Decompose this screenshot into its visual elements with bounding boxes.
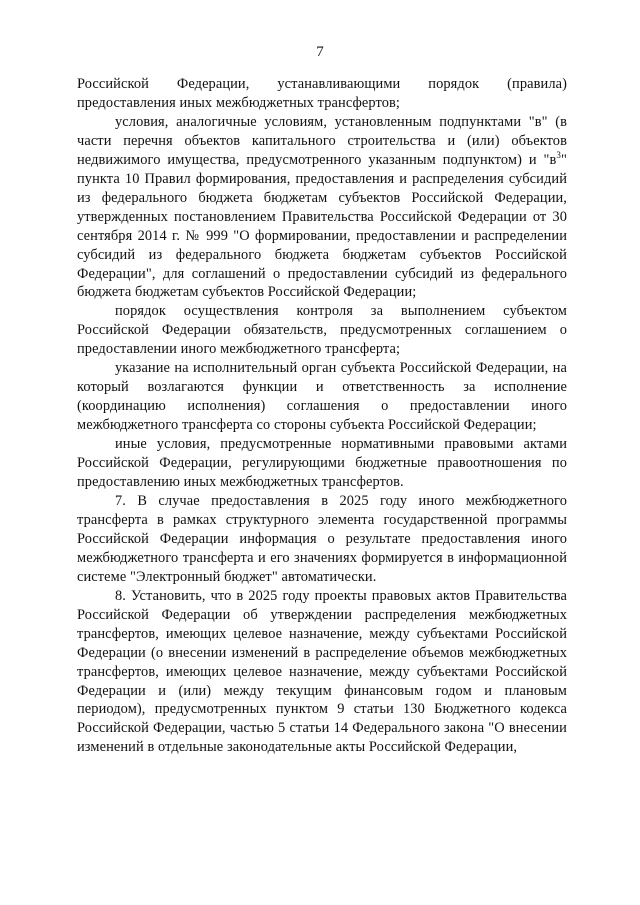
paragraph-4: указание на исполнительный орган субъекта Российской Федерации, на который возлагаются функции и ответственность за исполнение (координацию исполнения) соглашения о предоставлении иного межбюджетного трансферта со стороны субъекта Российской Федерации;: [77, 360, 567, 434]
paragraph-item-8: 8. Установить, что в 2025 году проекты правовых актов Правительства Российской Федерации об утверждении распределения межбюджетных трансфертов, имеющих целевое назначение, между субъектами Российской Федерации (о внесении изменений в распределение объемов межбюджетных трансфертов, имеющих целевое назначение, между субъектами Российской Федерации и (или) между текущим финансовым годом и плановым периодом), предусмотренных пунктом 9 статьи 130 Бюджетного кодекса Российской Федерации, частью 5 статьи 14 Федерального закона "О внесении изменений в отдельные законодательные акты Российской Федерации,: [77, 587, 567, 756]
paragraph-2-part-1: условия, аналогичные условиям, установленным подпунктами "в" (в части перечня объектов капитального строительства и (или) объектов недвижимого имущества, предусмотренного указанным подпунктом) и "в: [77, 113, 567, 168]
page-number: 7: [316, 44, 324, 60]
paragraph-1: Российской Федерации, устанавливающими порядок (правила) предоставления иных межбюджетных трансфертов;: [77, 76, 567, 111]
paragraph-3: порядок осуществления контроля за выполнением субъектом Российской Федерации обязательств, предусмотренных соглашением о предоставлении иного межбюджетного трансферта;: [77, 303, 567, 358]
superscript-3: 3: [556, 150, 562, 161]
document-body: [77, 75, 567, 757]
paragraph-5: иные условия, предусмотренные нормативными правовыми актами Российской Федерации, регулирующими бюджетные правоотношения по предоставлению иных межбюджетных трансфертов.: [77, 436, 567, 491]
paragraph-2-part-2: " пункта 10 Правил формирования, предоставления и распределения субсидий из федерального бюджета бюджетам субъектов Российской Федерации, утвержденных постановлением Правительства Российской Федерации от 30 сентября 2014 г. № 999 "О формировании, предоставлении и распределении субсидий из федерального бюджета бюджетам субъектов Российской Федерации", для соглашений о предоставлении субсидий из федерального бюджета бюджетам субъектов Российской Федерации;: [77, 151, 567, 301]
paragraph-item-7: 7. В случае предоставления в 2025 году иного межбюджетного трансферта в рамках структурного элемента государственной программы Российской Федерации информация о результате предоставления иного межбюджетного трансферта и его значениях формируется в информационной системе "Электронный бюджет" автоматически.: [77, 492, 567, 585]
paragraph-2: [77, 113, 567, 303]
